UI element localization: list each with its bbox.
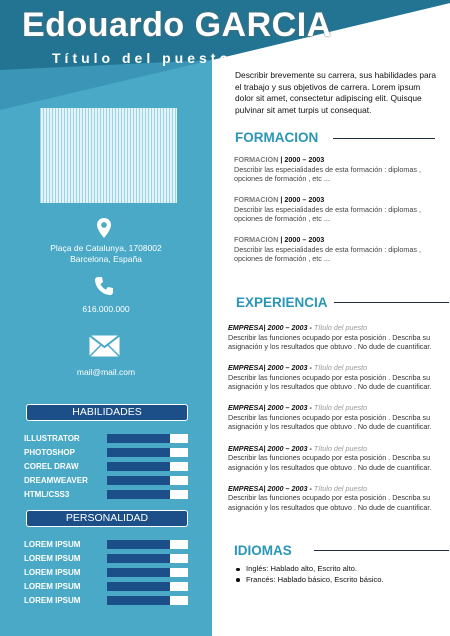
- formacion-entry-years: | 2000 – 2003: [280, 155, 325, 164]
- formacion-entry-label: FORMACION: [234, 195, 279, 204]
- skills-level-fill: [107, 434, 170, 443]
- formacion-entry-label: FORMACION: [234, 155, 279, 164]
- personality-row: [24, 539, 194, 550]
- personality-level-bar: [107, 582, 188, 591]
- personality-level-fill: [107, 596, 170, 605]
- formacion-entry-header: [234, 155, 439, 165]
- intro-summary: Describir brevemente su carrera, sus habilidades para el trabajo y sus objetivos de carrera. Lorem ipsum dolor sit amet, consectetur adipiscing elit. Quisque pulvinar sit amet turpis ut consequat.: [235, 70, 437, 115]
- location-pin-icon: [97, 218, 111, 238]
- personality-row: [24, 595, 194, 606]
- skills-level-fill: [107, 448, 170, 457]
- experiencia-entry-company: EMPRESA| 2000 – 2003 -: [228, 443, 312, 453]
- personality-name: LOREM IPSUM: [24, 540, 81, 549]
- formacion-entry: [234, 155, 439, 184]
- formacion-entry-label: FORMACION: [234, 235, 279, 244]
- skills-level-bar: [107, 490, 188, 499]
- formacion-entry-header: [234, 235, 439, 245]
- formacion-entry: [234, 195, 439, 224]
- personality-level-bar: [107, 596, 188, 605]
- experiencia-entry-position: Título del puesto: [313, 443, 368, 453]
- experiencia-entry-company: EMPRESA| 2000 – 2003 -: [228, 403, 312, 413]
- experiencia-entry: [228, 444, 446, 473]
- personality-level-fill: [107, 568, 170, 577]
- personality-level-bar: [107, 540, 188, 549]
- phone-icon: [94, 276, 114, 296]
- personality-row: [24, 567, 194, 578]
- job-title: Título del puesto: [52, 50, 232, 66]
- experiencia-entry-position: Título del puesto: [313, 483, 368, 493]
- personality-name: LOREM IPSUM: [24, 554, 81, 563]
- skills-row: [24, 447, 194, 458]
- envelope-icon: [89, 335, 120, 357]
- candidate-name: Edouardo GARCIA: [22, 6, 332, 44]
- formacion-entry-description: Describir las especialidades de esta formación : diplomas , opciones de formación , etc ...: [234, 164, 421, 183]
- experiencia-entry-position: Título del puesto: [313, 363, 368, 373]
- experiencia-entry-description: Describir las funciones ocupado por esta posición . Describa su asignación y los resultados que obtuvo . No dude de cuantificar.: [228, 412, 432, 432]
- personality-name: LOREM IPSUM: [24, 582, 81, 591]
- personality-name: LOREM IPSUM: [24, 596, 81, 605]
- personality-level-bar: [107, 568, 188, 577]
- experiencia-entry-header: [228, 363, 446, 373]
- skills-level-bar: [107, 448, 188, 457]
- experiencia-entry-header: [228, 484, 446, 494]
- experiencia-entry-description: Describir las funciones ocupado por esta posición . Describa su asignación y los resultados que obtuvo . No dude de cuantificar.: [228, 453, 432, 472]
- address-line-1: Plaça de Catalunya, 1708002: [50, 243, 162, 253]
- experiencia-entry-description: Describir las funciones ocupado por esta posición . Describa su asignación y los resultados que obtuvo . No dude de cuantificar.: [228, 493, 432, 512]
- skills-name: DREAMWEAVER: [24, 476, 88, 485]
- personality-name: LOREM IPSUM: [24, 568, 81, 577]
- skills-name: PHOTOSHOP: [24, 448, 75, 457]
- personality-level-fill: [107, 554, 170, 563]
- skills-level-fill: [107, 490, 170, 499]
- skills-level-fill: [107, 462, 170, 471]
- formacion-divider: [333, 138, 435, 139]
- idiomas-heading: IDIOMAS: [234, 543, 292, 558]
- formacion-entry-description: Describir las especialidades de esta formación : diplomas , opciones de formación , etc ...: [234, 244, 421, 263]
- experiencia-divider: [334, 302, 449, 303]
- personality-level-fill: [107, 582, 170, 591]
- experiencia-entry-position: Título del puesto: [313, 403, 368, 413]
- experiencia-entry-description: Describir las funciones ocupado por esta posición . Describa su asignación y los resultados que obtuvo . No dude de cuantificar.: [228, 332, 432, 351]
- skills-row: [24, 433, 194, 444]
- formacion-entry-years: | 2000 – 2003: [280, 235, 325, 244]
- skills-level-fill: [107, 476, 170, 485]
- experiencia-entry-position: Título del puesto: [313, 323, 368, 332]
- languages-list: [235, 564, 384, 585]
- experiencia-entry-header: [228, 444, 446, 454]
- personality-row: [24, 553, 194, 564]
- formacion-heading: FORMACION: [235, 130, 319, 145]
- experiencia-entry-header: [228, 403, 446, 413]
- skills-name: HTML/CSS3: [24, 490, 70, 499]
- personality-level-bar: [107, 554, 188, 563]
- formacion-entry: [234, 235, 439, 264]
- skills-row: [24, 461, 194, 472]
- experiencia-entry-header: [228, 323, 446, 333]
- personality-heading: PERSONALIDAD: [26, 510, 188, 527]
- experiencia-entry: [228, 403, 446, 432]
- address-line-2: Barcelona, España: [70, 254, 142, 264]
- email-address: mail@mail.com: [76, 367, 136, 377]
- formacion-entry-description: Describir las especialidades de esta formación : diplomas , opciones de formación , etc ...: [234, 204, 421, 223]
- skills-name: ILLUSTRATOR: [24, 434, 80, 443]
- skills-level-bar: [107, 434, 188, 443]
- idiomas-divider: [314, 550, 449, 551]
- language-item: Inglés: Hablado alto, Escrito alto.: [235, 564, 384, 575]
- experiencia-heading: EXPERIENCIA: [236, 295, 328, 310]
- profile-photo-placeholder: [40, 108, 177, 203]
- skills-level-bar: [107, 476, 188, 485]
- skills-heading: HABILIDADES: [26, 404, 188, 421]
- skills-level-bar: [107, 462, 188, 471]
- experiencia-entry-description: Describir las funciones ocupado por esta posición . Describa su asignación y los resultados que obtuvo . No dude de cuantificar.: [228, 372, 432, 392]
- experiencia-entry: [228, 323, 446, 352]
- experiencia-entry-company: EMPRESA| 2000 – 2003 -: [228, 363, 312, 373]
- personality-level-fill: [107, 540, 170, 549]
- personality-row: [24, 581, 194, 592]
- experiencia-entry-company: EMPRESA| 2000 – 2003 -: [228, 323, 312, 332]
- experiencia-entry: [228, 363, 446, 392]
- formacion-entry-header: [234, 195, 439, 205]
- formacion-entry-years: | 2000 – 2003: [280, 195, 325, 204]
- experiencia-entry: [228, 484, 446, 513]
- experiencia-entry-company: EMPRESA| 2000 – 2003 -: [228, 483, 312, 493]
- language-item: Francés: Hablado básico, Escrito básico.: [235, 575, 384, 586]
- skills-row: [24, 489, 194, 500]
- skills-row: [24, 475, 194, 486]
- skills-name: COREL DRAW: [24, 462, 79, 471]
- phone-number: 616.000.000: [82, 304, 130, 314]
